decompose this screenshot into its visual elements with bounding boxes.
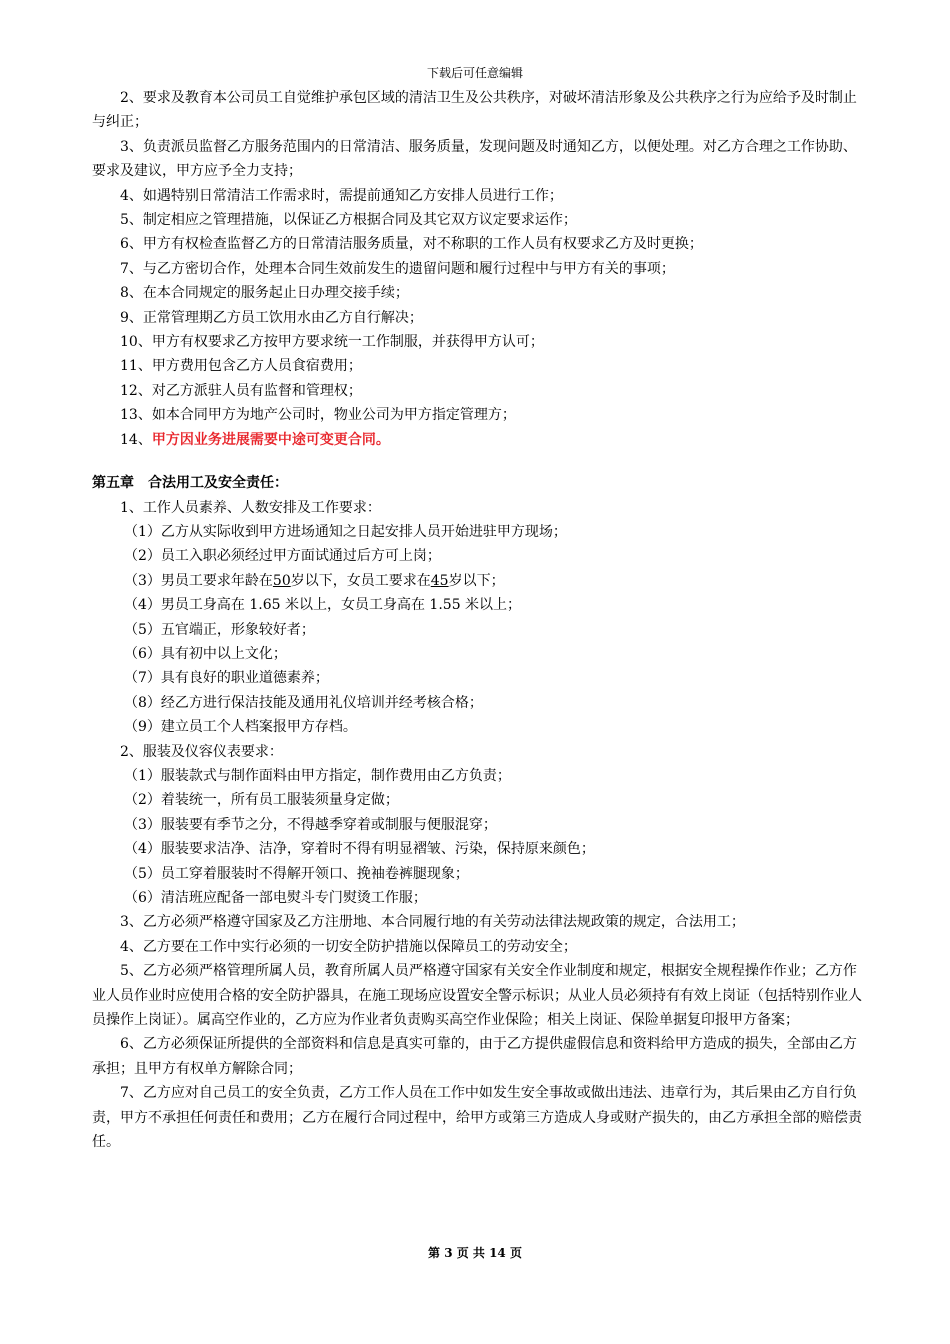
dress-item: （3）服装要有季节之分，不得越季穿着或制服与便服混穿； bbox=[124, 816, 497, 833]
clause-paragraph: 6、乙方必须保证所提供的全部资料和信息是真实可靠的，由于乙方提供虚假信息和资料给甲方造成的损失，全部由乙方承担；且甲方有权单方解除合同； bbox=[92, 1036, 857, 1077]
clause-item: 7、与乙方密切合作，处理本合同生效前发生的遗留问题和履行过程中与甲方有关的事项； bbox=[120, 260, 675, 277]
clause-item-14 bbox=[92, 428, 862, 452]
chapter-title: 第五章 合法用工及安全责任： bbox=[92, 475, 288, 492]
dress-item: （1）服装款式与制作面料由甲方指定，制作费用由乙方负责； bbox=[124, 767, 511, 784]
dress-item: （2）着装统一，所有员工服装须量身定做； bbox=[124, 792, 399, 809]
requirement-item: （9）建立员工个人档案报甲方存档。 bbox=[124, 719, 357, 736]
clause-item: 6、甲方有权检查监督乙方的日常清洁服务质量，对不称职的工作人员有权要求乙方及时更换； bbox=[120, 236, 703, 253]
requirement-item: （2）员工入职必须经过甲方面试通过后方可上岗； bbox=[124, 548, 441, 565]
requirement-item: （5）五官端正，形象较好者； bbox=[124, 621, 315, 638]
dress-item: （4）服装要求洁净、洁净，穿着时不得有明显褶皱、污染，保持原来颜色； bbox=[124, 841, 595, 858]
clause-item: 13、如本合同甲方为地产公司时，物业公司为甲方指定管理方； bbox=[120, 407, 516, 424]
clause-item: 5、制定相应之管理措施，以保证乙方根据合同及其它双方议定要求运作； bbox=[120, 212, 577, 229]
clause-item: 9、正常管理期乙方员工饮用水由乙方自行解决； bbox=[120, 309, 423, 326]
clause-number: 14、 bbox=[120, 431, 152, 448]
page-header: 下载后可任意编辑 bbox=[426, 66, 523, 80]
male-age-limit: 50 bbox=[272, 572, 291, 589]
female-age-limit: 45 bbox=[430, 572, 449, 589]
clause-paragraph: 5、乙方必须严格管理所属人员，教育所属人员严格遵守国家有关安全作业制度和规定，根据安全规程操作作业；乙方作业人员作业时应使用合格的安全防护器具，在施工现场应设置安全警示标识；从业人员必须持有有效上岗证（包括特别作业人员操作上岗证）。属高空作业的，乙方应为作业者负责购买高空作业保险；相关上岗证、保险单据复印报甲方备案； bbox=[92, 963, 862, 1029]
clause-paragraph: 4、乙方要在工作中实行必须的一切安全防护措施以保障员工的劳动安全； bbox=[120, 938, 577, 955]
requirement-item: （1）乙方从实际收到甲方进场通知之日起安排人员开始进驻甲方现场； bbox=[124, 523, 567, 540]
dress-item: （5）员工穿着服装时不得解开领口、挽袖卷裤腿现象； bbox=[124, 865, 469, 882]
requirement-item: （6）具有初中以上文化； bbox=[124, 645, 287, 662]
clause-item: 4、如遇特别日常清洁工作需求时，需提前通知乙方安排人员进行工作； bbox=[120, 187, 563, 204]
clause-item: 10、甲方有权要求乙方按甲方要求统一工作制服，并获得甲方认可； bbox=[120, 334, 544, 351]
dress-item: （6）清洁班应配备一部电熨斗专门熨烫工作服； bbox=[124, 890, 427, 906]
section-heading: 1、工作人员素养、人数安排及工作要求： bbox=[120, 499, 381, 516]
clause-item: 11、甲方费用包含乙方人员食宿费用； bbox=[120, 358, 362, 375]
clause-item: 3、负责派员监督乙方服务范围内的日常清洁、服务质量，发现问题及时通知乙方，以便处理。对乙方合理之工作协助、要求及建议，甲方应予全力支持； bbox=[92, 138, 857, 180]
requirement-item: （4）男员工身高在 1.65 米以上，女员工身高在 1.55 米以上； bbox=[124, 597, 522, 614]
highlighted-clause-text: 甲方因业务进展需要中途可变更合同。 bbox=[151, 431, 390, 448]
page-number: 第 3 页 共 14 页 bbox=[428, 1246, 522, 1260]
document-body bbox=[92, 86, 862, 1154]
clause-item: 8、在本合同规定的服务起止日办理交接手续； bbox=[120, 285, 409, 302]
requirement-item-age: （3）男员工要求年龄在50岁以下，女员工要求在45岁以下； bbox=[124, 572, 505, 589]
requirement-item: （8）经乙方进行保洁技能及通用礼仪培训并经考核合格； bbox=[124, 694, 483, 711]
requirement-item: （7）具有良好的职业道德素养； bbox=[124, 670, 329, 687]
clause-item: 12、对乙方派驻人员有监督和管理权； bbox=[120, 382, 362, 399]
clause-item: 2、要求及教育本公司员工自觉维护承包区域的清洁卫生及公共秩序，对破坏清洁形象及公共秩序之行为应给予及时制止与纠正； bbox=[92, 90, 857, 131]
clause-paragraph: 7、乙方应对自己员工的安全负责，乙方工作人员在工作中如发生安全事故或做出违法、违章行为，其后果由乙方自行负责，甲方不承担任何责任和费用；乙方在履行合同过程中，给甲方或第三方造成人身或财产损失的，由乙方承担全部的赔偿责任。 bbox=[92, 1085, 862, 1151]
clause-paragraph: 3、乙方必须严格遵守国家及乙方注册地、本合同履行地的有关劳动法律法规政策的规定，合法用工； bbox=[120, 914, 745, 931]
section-heading: 2、服装及仪容仪表要求： bbox=[120, 743, 283, 760]
